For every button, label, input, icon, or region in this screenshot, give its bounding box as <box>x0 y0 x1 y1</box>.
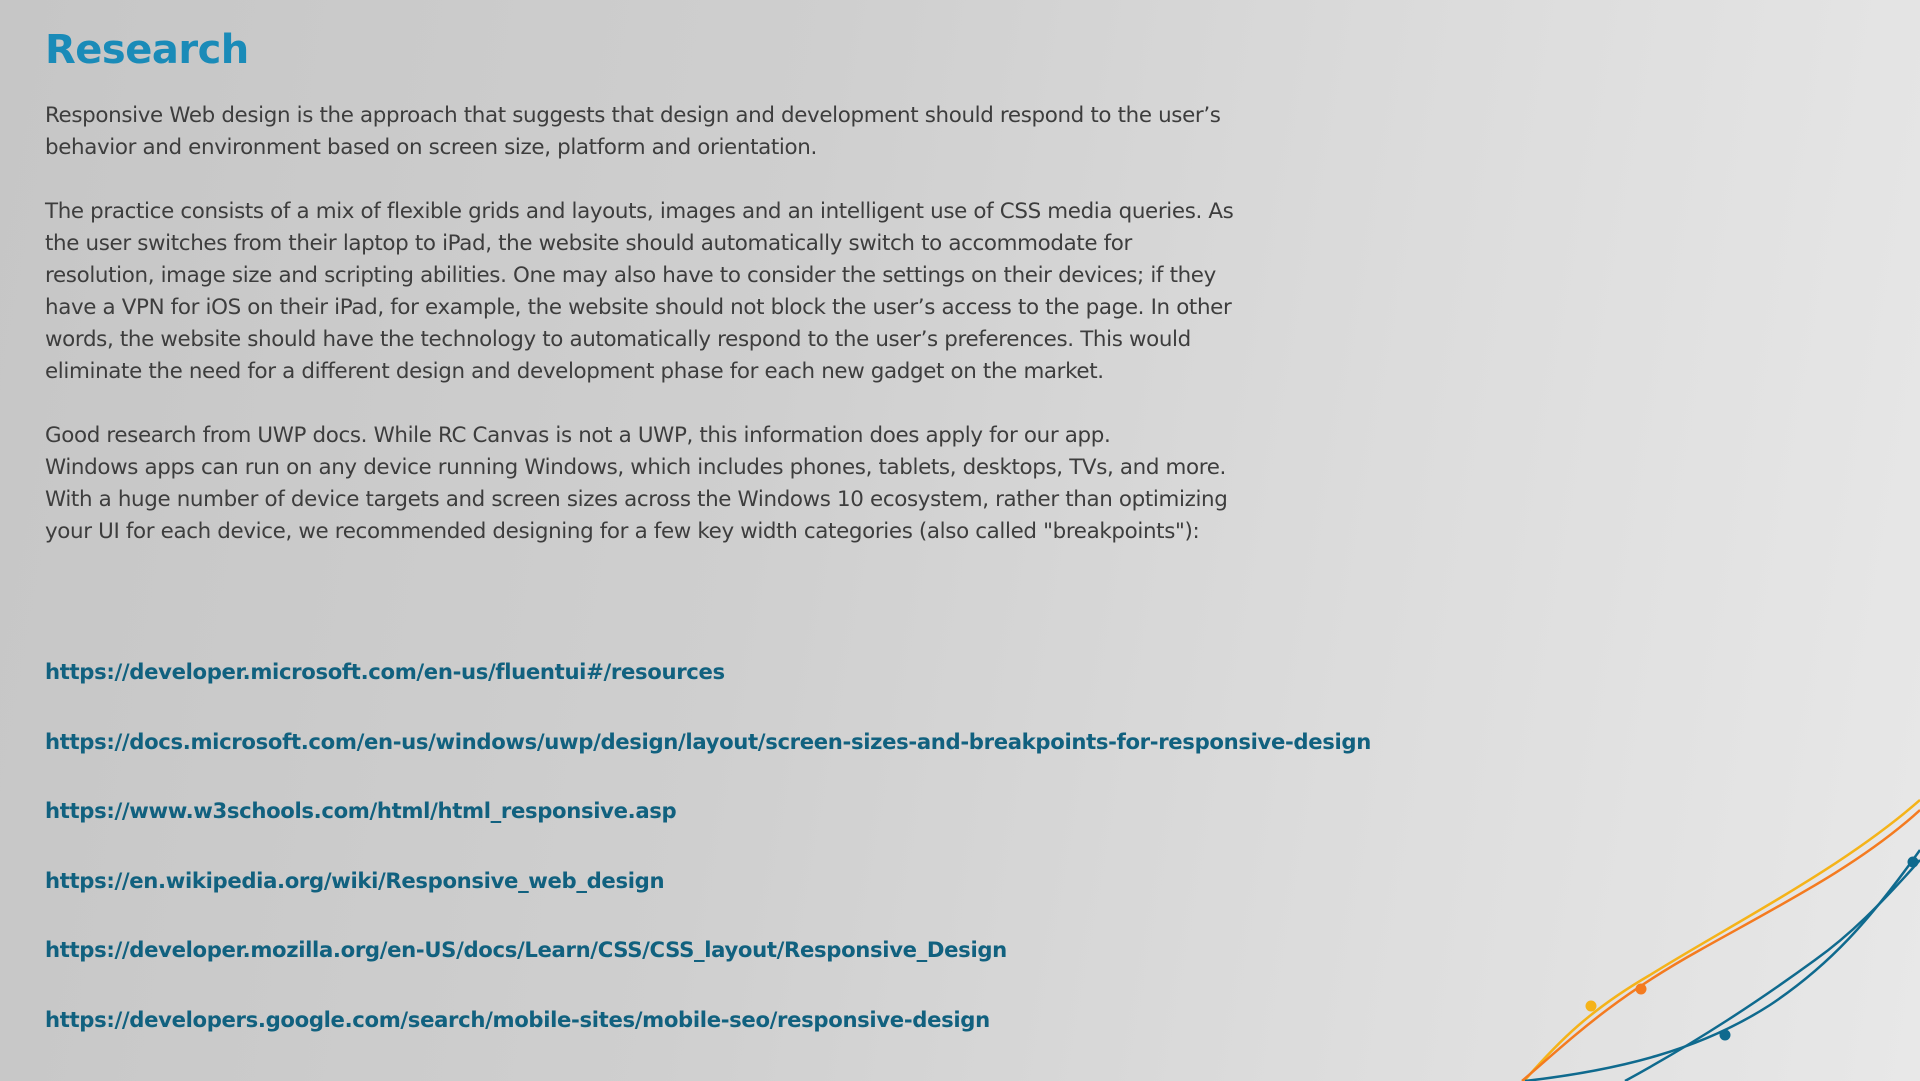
curve-dot-yellow <box>1586 1001 1597 1012</box>
paragraph-uwp <box>45 420 1285 548</box>
curve-dot-blue-low <box>1720 1030 1731 1041</box>
link-mdn-responsive[interactable]: https://developer.mozilla.org/en-US/docs/Learn/CSS/CSS_layout/Responsive_Design <box>45 937 1007 962</box>
paragraph-line: words, the website should have the technology to automatically respond to the user’s preferences. This would <box>45 327 1191 352</box>
slide-title: Research <box>45 27 249 73</box>
link-fluentui-resources[interactable]: https://developer.microsoft.com/en-us/fluentui#/resources <box>45 659 725 684</box>
paragraph-line: have a VPN for iOS on their iPad, for example, the website should not block the user’s access to the page. In other <box>45 295 1232 320</box>
paragraph-line: behavior and environment based on screen size, platform and orientation. <box>45 135 817 160</box>
body-text <box>45 100 1285 580</box>
paragraph-line: Good research from UWP docs. While RC Canvas is not a UWP, this information does apply for our app. <box>45 423 1111 448</box>
curve-orange <box>1522 810 1920 1081</box>
curve-dot-blue-high <box>1908 857 1919 868</box>
paragraph-line: resolution, image size and scripting abilities. One may also have to consider the settings on their devices; if they <box>45 263 1216 288</box>
paragraph-line: With a huge number of device targets and screen sizes across the Windows 10 ecosystem, rather than optimizing <box>45 487 1228 512</box>
paragraph-line: Responsive Web design is the approach that suggests that design and development should respond to the user’s <box>45 103 1221 128</box>
decorative-curves-graphic <box>1500 740 1920 1081</box>
curve-dot-orange <box>1636 984 1647 995</box>
link-uwp-breakpoints[interactable]: https://docs.microsoft.com/en-us/windows/uwp/design/layout/screen-sizes-and-breakpoints-for-responsive-design <box>45 728 1371 754</box>
link-w3schools-responsive[interactable]: https://www.w3schools.com/html/html_responsive.asp <box>45 798 677 823</box>
paragraph-line: your UI for each device, we recommended designing for a few key width categories (also called "breakpoints"): <box>45 519 1200 544</box>
paragraph-line: the user switches from their laptop to iPad, the website should automatically switch to accommodate for <box>45 231 1132 256</box>
curve-blue-outer <box>1525 850 1920 1081</box>
paragraph-intro <box>45 100 1285 164</box>
curve-blue-inner <box>1625 860 1920 1081</box>
link-google-responsive[interactable]: https://developers.google.com/search/mobile-sites/mobile-seo/responsive-design <box>45 1006 990 1032</box>
paragraph-line: eliminate the need for a different design and development phase for each new gadget on the market. <box>45 359 1104 384</box>
paragraph-practice <box>45 196 1285 388</box>
link-wikipedia-responsive[interactable]: https://en.wikipedia.org/wiki/Responsive_web_design <box>45 867 665 893</box>
reference-links <box>45 656 1445 1073</box>
paragraph-line: Windows apps can run on any device running Windows, which includes phones, tablets, desktops, TVs, and more. <box>45 455 1226 480</box>
paragraph-line: The practice consists of a mix of flexible grids and layouts, images and an intelligent use of CSS media queries. As <box>45 199 1234 224</box>
